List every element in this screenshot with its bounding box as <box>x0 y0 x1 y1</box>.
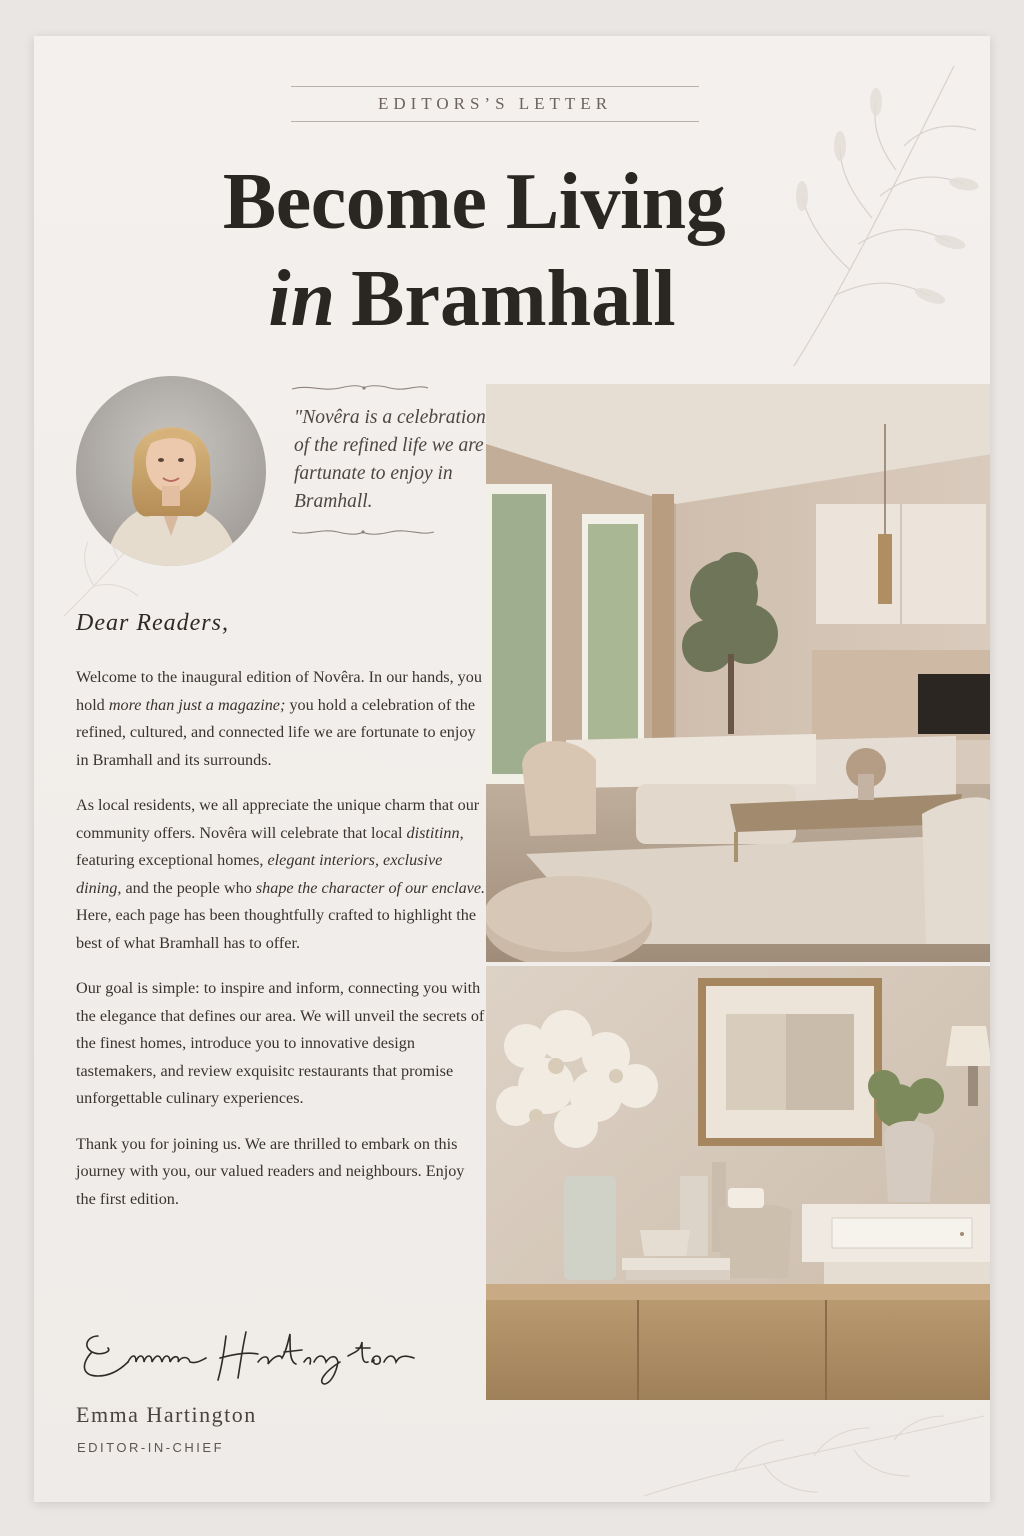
paragraph-text: you hold a celebration of the refined, cultured, and connected life we are fortunate to enjoy in Bramhall and its surrounds. <box>76 695 476 769</box>
paragraph-text: featuring exceptional homes, <box>76 851 268 869</box>
page-title-line-1: Become Living <box>222 158 726 246</box>
page-title-line-2 <box>34 255 910 343</box>
letter-paragraph <box>76 792 486 957</box>
pull-quote-text: "Novêra is a celebration of the refined life we are fartunate to enjoy in Bramhall. <box>294 407 486 512</box>
living-room-illustration <box>486 384 990 962</box>
sideboard-illustration <box>486 966 990 1400</box>
letter-paragraph: Thank you for joining us. We are thrilled to embark on this journey with you, our valued readers and neighbours. Enjoy the first edition. <box>76 1134 465 1208</box>
title-italic-word: in <box>268 255 336 343</box>
paragraph-text: As local residents, we all appreciate the unique charm that our community offers. Novêra will celebrate that local <box>76 796 480 842</box>
paragraph-text: and the people who <box>121 878 256 897</box>
editor-name: Emma Hartington <box>76 1402 257 1427</box>
letter-body <box>76 664 486 1231</box>
flourish-bottom-ornament <box>290 526 436 538</box>
living-room-photo <box>486 384 990 962</box>
editor-portrait <box>76 376 266 566</box>
paragraph-emphasis: elegant interiors, exclusive dining, <box>76 851 443 897</box>
paragraph-emphasis: distitinn, <box>406 823 464 842</box>
handwritten-signature <box>78 1322 418 1392</box>
paragraph-text: Welcome to the inaugural edition of Novêra. In our hands, you hold <box>76 668 482 714</box>
botanical-leaf-decoration-bottom <box>634 1406 990 1502</box>
sideboard-photo <box>486 966 990 1400</box>
pull-quote-block <box>290 382 490 538</box>
letter-salutation: Dear Readers, <box>76 610 229 636</box>
editor-role: EDITOR-IN-CHIEF <box>77 1440 225 1455</box>
paragraph-text: Here, each page has been thoughtfully crafted to highlight the best of what Bramhall has to offer. <box>76 906 477 952</box>
paragraph-emphasis: shape the character of our enclave. <box>255 878 486 897</box>
magazine-page <box>34 36 990 1502</box>
letter-paragraph <box>76 664 486 774</box>
title-place-word: Bramhall <box>351 255 676 343</box>
flourish-top-ornament <box>290 382 430 394</box>
letter-paragraph: Our goal is simple: to inspire and inform, connecting you with the elegance that defines our area. We will unveil the secrets of the finest homes, introduce you to innovative design tastemakers, and review exquisitc restaurants that promise unforgettable culinary experiences. <box>76 979 485 1107</box>
paragraph-emphasis: more than just a magazine; <box>108 695 286 714</box>
section-kicker: EDITORS’S LETTER <box>291 86 699 122</box>
portrait-photo-illustration <box>76 376 266 566</box>
